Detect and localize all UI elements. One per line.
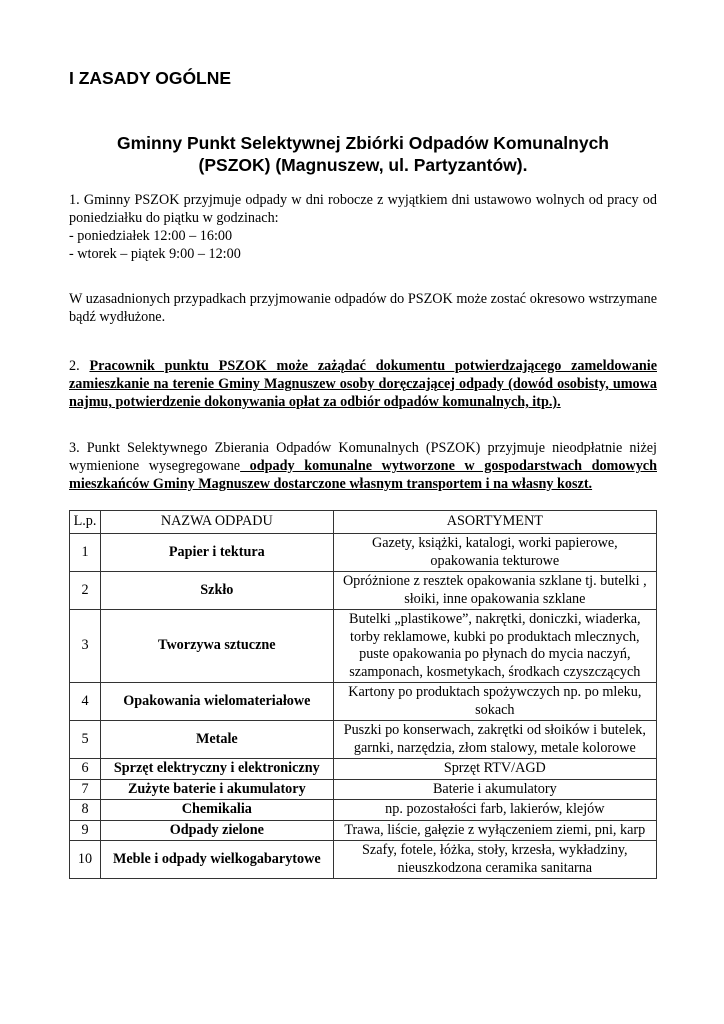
title-line-2: (PSZOK) (Magnuszew, ul. Partyzantów). [198,155,528,175]
waste-assortment: Kartony po produktach spożywczych np. po mleku, sokach [333,683,656,721]
waste-assortment: Sprzęt RTV/AGD [333,759,656,780]
waste-name: Zużyte baterie i akumulatory [100,779,333,800]
waste-assortment: np. pozostałości farb, lakierów, klejów [333,800,656,821]
waste-assortment: Puszki po konserwach, zakrętki od słoików i butelek, garnki, narzędzia, złom stalowy, metale kolorowe [333,721,656,759]
waste-assortment: Szafy, fotele, łóżka, stoły, krzesła, wykładziny, nieuszkodzona ceramika sanitarna [333,841,656,879]
hours-tue-fri: - wtorek – piątek 9:00 – 12:00 [69,246,241,262]
row-number: 1 [70,534,101,572]
table-row [70,572,657,610]
table-row [70,841,657,879]
row-number: 7 [70,779,101,800]
requirement-text: Pracownik punktu PSZOK może zażądać dokumentu potwierdzającego zameldowanie zamieszkanie na terenie Gminy Magnuszew osoby doręczającej odpady (dowód osobisty, umowa najmu, potwierdzenie dokonywania opłat za odbiór odpadów komunalnych, itp.). [69,358,657,410]
header-lp: L.p. [70,511,101,534]
row-number: 2 [70,572,101,610]
header-waste-name: NAZWA ODPADU [100,511,333,534]
table-row [70,779,657,800]
row-number: 9 [70,820,101,841]
waste-assortment: Opróżnione z resztek opakowania szklane tj. butelki , słoiki, inne opakowania szklane [333,572,656,610]
waste-assortment: Butelki „plastikowe”, nakrętki, doniczki, wiaderka, torby reklamowe, kubki po produktach mlecznych, puste opakowania po płynach do mycia naczyń, szamponach, kosmetykach, środkach czyszczących [333,610,656,683]
waste-name: Meble i odpady wielkogabarytowe [100,841,333,879]
table-row [70,721,657,759]
document-requirement-paragraph [69,357,657,411]
waste-name: Sprzęt elektryczny i elektroniczny [100,759,333,780]
waste-name: Opakowania wielomateriałowe [100,683,333,721]
accepted-waste-paragraph [69,439,657,493]
table-row [70,534,657,572]
hours-monday: - poniedziałek 12:00 – 16:00 [69,228,233,244]
opening-hours-text: 1. Gminny PSZOK przyjmuje odpady w dni robocze z wyjątkiem dni ustawowo wolnych od pracy od poniedziałku do piątku w godzinach: [69,192,657,226]
waste-name: Papier i tektura [100,534,333,572]
accepted-waste-bold: odpady komunalne wytworzone w gospodarstwach domowych mieszkańców Gminy Magnuszew dostarczone własnym transportem i na własny koszt. [69,458,657,492]
header-assortment: ASORTYMENT [333,511,656,534]
row-number: 3 [70,610,101,683]
table-row [70,800,657,821]
row-number: 8 [70,800,101,821]
row-number: 6 [70,759,101,780]
opening-hours-paragraph [69,191,657,263]
table-row [70,610,657,683]
document-title [59,132,667,176]
table-row [70,683,657,721]
section-heading: I ZASADY OGÓLNE [69,68,232,88]
waste-assortment: Gazety, książki, katalogi, worki papierowe, opakowania tekturowe [333,534,656,572]
table-row [70,759,657,780]
waste-table [69,510,657,879]
row-number: 10 [70,841,101,879]
row-number: 4 [70,683,101,721]
requirement-prefix: 2. [69,358,90,374]
accepted-waste-prefix: 3. Punkt Selektywnego Zbierania Odpadów Komunalnych (PSZOK) przyjmuje nieodpłatnie niżej wymienione wysegregowane [69,440,657,474]
table-header-row [70,511,657,534]
title-line-1: Gminny Punkt Selektywnej Zbiórki Odpadów Komunalnych [116,133,610,153]
waste-assortment: Baterie i akumulatory [333,779,656,800]
table-row [70,820,657,841]
waste-assortment: Trawa, liście, gałęzie z wyłączeniem ziemi, pni, karp [333,820,656,841]
suspension-paragraph: W uzasadnionych przypadkach przyjmowanie odpadów do PSZOK może zostać okresowo wstrzymane bądź wydłużone. [69,291,657,325]
row-number: 5 [70,721,101,759]
waste-name: Chemikalia [100,800,333,821]
waste-name: Metale [100,721,333,759]
waste-name: Odpady zielone [100,820,333,841]
waste-name: Szkło [100,572,333,610]
waste-name: Tworzywa sztuczne [100,610,333,683]
